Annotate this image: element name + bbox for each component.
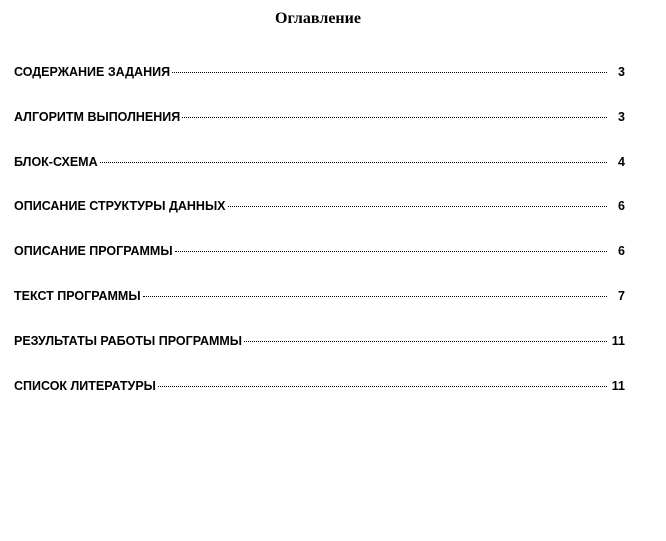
toc-entry-program-text[interactable]: [14, 288, 625, 333]
toc-entry-data-structure[interactable]: [14, 198, 625, 243]
toc-title: Оглавление: [275, 10, 361, 27]
toc-entry-references[interactable]: [14, 378, 625, 423]
dot-leader: [182, 117, 607, 118]
toc-entry-page-number: 6: [618, 244, 625, 259]
dot-leader: [172, 72, 607, 73]
toc-entry-label: АЛГОРИТМ ВЫПОЛНЕНИЯ: [14, 109, 181, 124]
toc-entry-label: СПИСОК ЛИТЕРАТУРЫ: [14, 378, 156, 393]
dot-leader: [143, 296, 607, 297]
toc-entry-label: СОДЕРЖАНИЕ ЗАДАНИЯ: [14, 65, 171, 79]
toc-entry-page-number: 3: [618, 109, 625, 124]
toc-entry-page-number: 4: [618, 154, 625, 169]
toc-entry-page-number: 11: [611, 378, 625, 393]
toc-entry-page-number: 7: [618, 288, 625, 303]
toc-entry-page-number: 11: [611, 333, 625, 348]
toc-entry-task-content[interactable]: [14, 64, 625, 109]
toc-entry-flowchart[interactable]: [14, 154, 625, 199]
toc-list: [14, 64, 625, 422]
dot-leader: [175, 251, 607, 252]
toc-entry-label: ОПИСАНИЕ СТРУКТУРЫ ДАННЫХ: [14, 199, 226, 214]
toc-entry-page-number: 6: [618, 199, 625, 214]
toc-entry-page-number: 3: [618, 65, 625, 79]
dot-leader: [244, 341, 607, 342]
toc-entry-label: БЛОК-СХЕМА: [14, 154, 98, 169]
dot-leader: [228, 206, 607, 207]
toc-entry-label: РЕЗУЛЬТАТЫ РАБОТЫ ПРОГРАММЫ: [14, 333, 243, 348]
toc-entry-program-description[interactable]: [14, 243, 625, 288]
toc-entry-label: ТЕКСТ ПРОГРАММЫ: [14, 288, 141, 303]
toc-entry-algorithm[interactable]: [14, 109, 625, 154]
dot-leader: [100, 162, 607, 163]
toc-entry-label: ОПИСАНИЕ ПРОГРАММЫ: [14, 244, 173, 259]
toc-entry-program-results[interactable]: [14, 333, 625, 378]
dot-leader: [158, 386, 607, 387]
